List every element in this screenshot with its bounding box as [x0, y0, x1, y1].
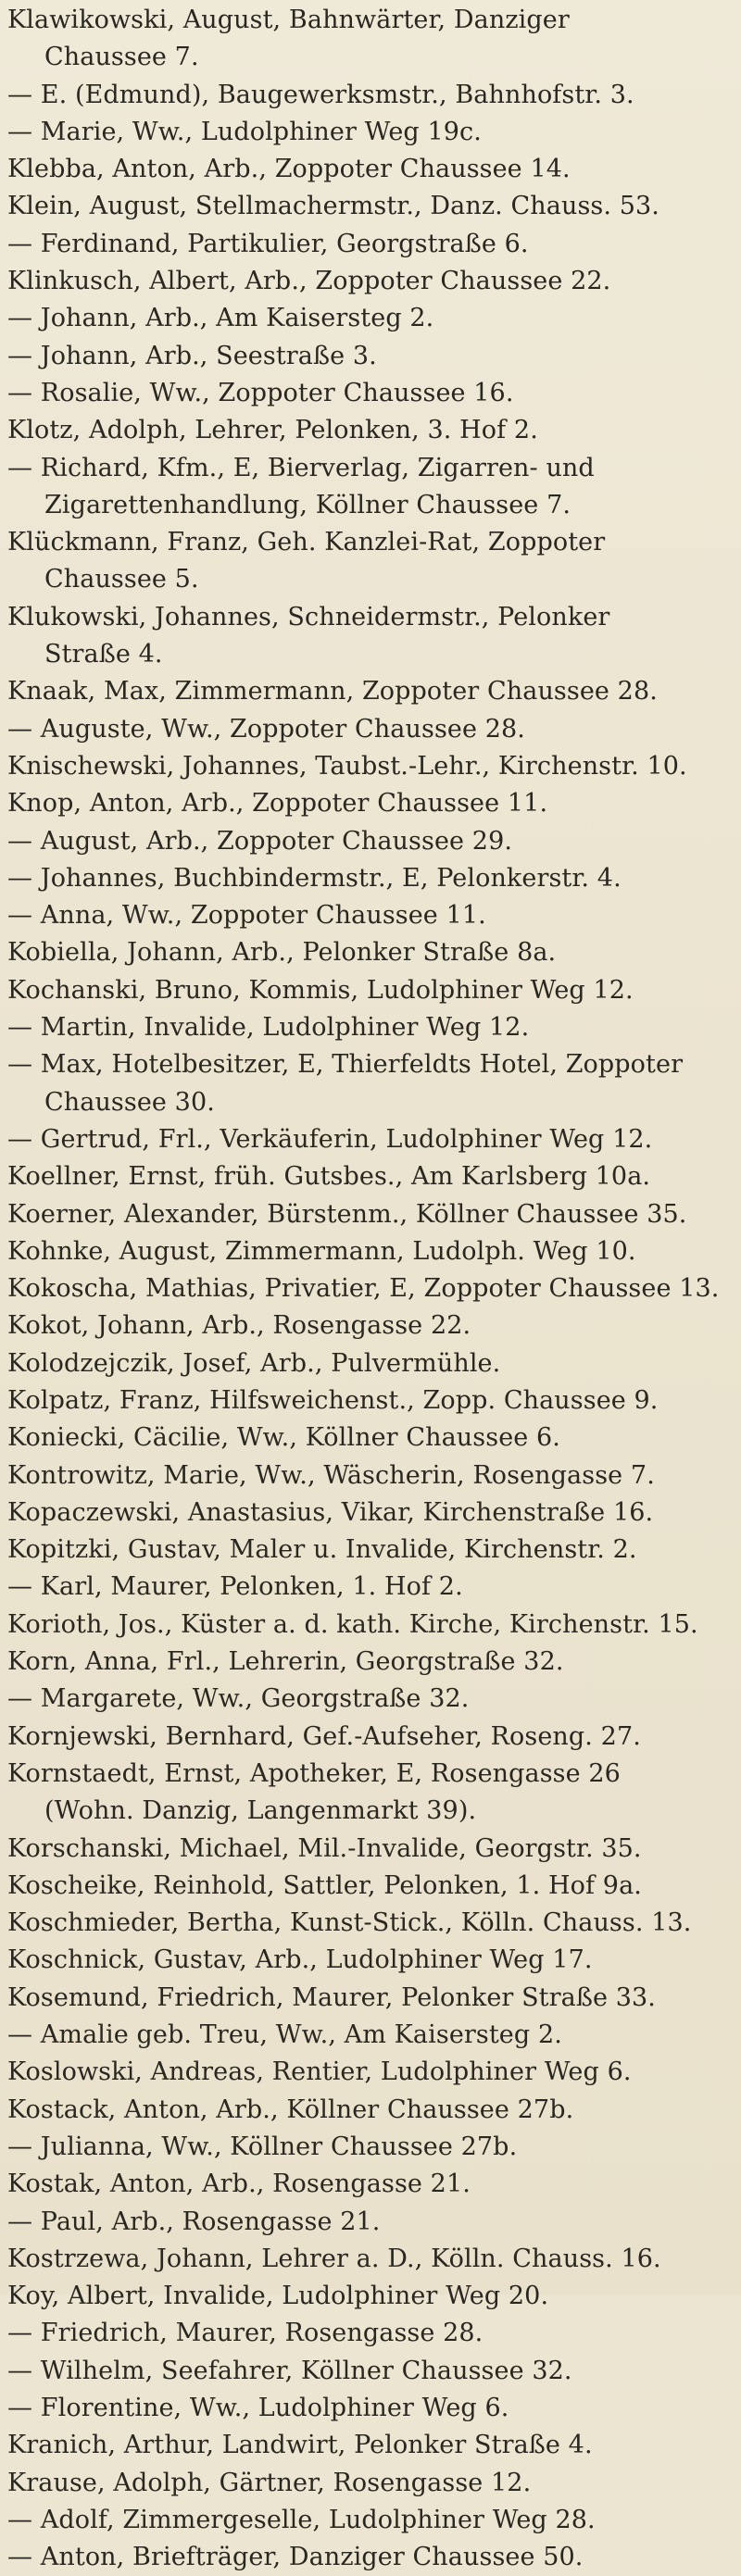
directory-entry-line: Koslowski, Andreas, Rentier, Ludolphiner Weg 6.	[7, 2057, 632, 2087]
directory-entry-line: — Anna, Ww., Zoppoter Chaussee 11.	[7, 901, 486, 931]
directory-entry-line: Kohnke, August, Zimmermann, Ludolph. Weg 10.	[7, 1236, 636, 1266]
directory-entry-line: Kolpatz, Franz, Hilfsweichenst., Zopp. Chaussee 9.	[7, 1385, 659, 1415]
directory-entry-line: Koschnick, Gustav, Arb., Ludolphiner Weg 17.	[7, 1945, 593, 1975]
directory-entry-line: Koy, Albert, Invalide, Ludolphiner Weg 20.	[7, 2282, 549, 2311]
directory-entry-continuation: (Wohn. Danzig, Langenmarkt 39).	[44, 1796, 477, 1826]
directory-entry-line: Knop, Anton, Arb., Zoppoter Chaussee 11.	[7, 789, 548, 819]
directory-entry-line: — Johannes, Buchbindermstr., E, Pelonkerstr. 4.	[7, 863, 622, 893]
directory-entry-line: — August, Arb., Zoppoter Chaussee 29.	[7, 826, 513, 856]
directory-entry-line: — Marie, Ww., Ludolphiner Weg 19c.	[7, 117, 482, 146]
directory-entry-line: — Margarete, Ww., Georgstraße 32.	[7, 1684, 470, 1714]
directory-entry-continuation: Chaussee 7.	[44, 43, 199, 72]
directory-entry-line: — Amalie geb. Treu, Ww., Am Kaisersteg 2.	[7, 2020, 562, 2050]
directory-entry-line: — Anton, Briefträger, Danziger Chaussee 50.	[7, 2543, 584, 2572]
directory-entry-line: — Martin, Invalide, Ludolphiner Weg 12.	[7, 1013, 530, 1043]
directory-entry-line: Koscheike, Reinhold, Sattler, Pelonken, 1. Hof 9a.	[7, 1870, 642, 1900]
directory-entry-line: — Friedrich, Maurer, Rosengasse 28.	[7, 2319, 484, 2348]
directory-entry-continuation: Chaussee 5.	[44, 565, 199, 594]
directory-entry-line: Kokot, Johann, Arb., Rosengasse 22.	[7, 1311, 471, 1341]
directory-entry-line: Korschanski, Michael, Mil.-Invalide, Georgstr. 35.	[7, 1833, 642, 1863]
directory-entry-line: Klotz, Adolph, Lehrer, Pelonken, 3. Hof 2.	[7, 416, 538, 445]
directory-entry-line: Kornjewski, Bernhard, Gef.-Aufseher, Roseng. 27.	[7, 1721, 641, 1751]
directory-entry-line: — Wilhelm, Seefahrer, Köllner Chaussee 32.	[7, 2356, 572, 2385]
directory-entry-continuation: Zigarettenhandlung, Köllner Chaussee 7.	[44, 490, 571, 519]
directory-entry-line: Kopitzki, Gustav, Maler u. Invalide, Kirchenstr. 2.	[7, 1535, 637, 1565]
directory-entry-line: Kostrzewa, Johann, Lehrer a. D., Kölln. Chauss. 16.	[7, 2244, 661, 2273]
directory-entry-line: Klinkusch, Albert, Arb., Zoppoter Chaussee 22.	[7, 267, 611, 296]
directory-entry-line: — Gertrud, Frl., Verkäuferin, Ludolphiner Weg 12.	[7, 1124, 653, 1154]
directory-entry-line: — Paul, Arb., Rosengasse 21.	[7, 2207, 381, 2236]
directory-entries	[7, 2, 732, 2576]
directory-entry-line: Koniecki, Cäcilie, Ww., Köllner Chaussee 6.	[7, 1423, 560, 1453]
directory-entry-line: Kostack, Anton, Arb., Köllner Chaussee 27b.	[7, 2095, 574, 2124]
directory-entry-line: — Johann, Arb., Seestraße 3.	[7, 341, 377, 370]
directory-entry-line: Klukowski, Johannes, Schneidermstr., Pelonker	[7, 602, 610, 631]
directory-entry-line: Kosemund, Friedrich, Maurer, Pelonker Straße 33.	[7, 1982, 656, 2012]
directory-entry-line: — Johann, Arb., Am Kaisersteg 2.	[7, 304, 434, 333]
directory-entry-line: Krause, Adolph, Gärtner, Rosengasse 12.	[7, 2468, 532, 2497]
directory-entry-line: Kochanski, Bruno, Kommis, Ludolphiner Weg 12.	[7, 975, 634, 1005]
directory-entry-line: Koellner, Ernst, früh. Gutsbes., Am Karlsberg 10a.	[7, 1162, 651, 1192]
directory-entry-line: Kontrowitz, Marie, Ww., Wäscherin, Rosengasse 7.	[7, 1460, 655, 1490]
directory-entry-line: — Julianna, Ww., Köllner Chaussee 27b.	[7, 2132, 518, 2161]
directory-entry-line: Kolodzejczik, Josef, Arb., Pulvermühle.	[7, 1348, 501, 1378]
directory-entry-line: Knaak, Max, Zimmermann, Zoppoter Chaussee 28.	[7, 677, 658, 707]
directory-entry-line: Klebba, Anton, Arb., Zoppoter Chaussee 14.	[7, 155, 571, 184]
directory-entry-line: Klückmann, Franz, Geh. Kanzlei-Rat, Zoppoter	[7, 528, 606, 557]
directory-entry-line: — Max, Hotelbesitzer, E, Thierfeldts Hotel, Zoppoter	[7, 1050, 684, 1080]
directory-entry-line: Knischewski, Johannes, Taubst.-Lehr., Kirchenstr. 10.	[7, 751, 687, 781]
directory-entry-line: — Adolf, Zimmergeselle, Ludolphiner Weg 28.	[7, 2505, 596, 2534]
directory-entry-line: — Auguste, Ww., Zoppoter Chaussee 28.	[7, 714, 525, 744]
directory-entry-line: — Rosalie, Ww., Zoppoter Chaussee 16.	[7, 378, 514, 407]
directory-entry-line: Korioth, Jos., Küster a. d. kath. Kirche, Kirchenstr. 15.	[7, 1609, 698, 1639]
directory-entry-line: — Karl, Maurer, Pelonken, 1. Hof 2.	[7, 1572, 463, 1602]
directory-entry-line: Kokoscha, Mathias, Privatier, E, Zoppoter Chaussee 13.	[7, 1274, 720, 1304]
directory-entry-continuation: Straße 4.	[44, 640, 163, 669]
directory-entry-line: Kranich, Arthur, Landwirt, Pelonker Straße 4.	[7, 2431, 593, 2460]
directory-entry-line: Korn, Anna, Frl., Lehrerin, Georgstraße 32.	[7, 1647, 564, 1677]
directory-entry-line: Klein, August, Stellmachermstr., Danz. Chauss. 53.	[7, 192, 659, 221]
directory-entry-line: Kopaczewski, Anastasius, Vikar, Kirchenstraße 16.	[7, 1497, 654, 1527]
directory-entry-line: Koschmieder, Bertha, Kunst-Stick., Kölln. Chauss. 13.	[7, 1908, 692, 1938]
directory-entry-line: Kobiella, Johann, Arb., Pelonker Straße 8a.	[7, 938, 557, 968]
directory-entry-line: — E. (Edmund), Baugewerksmstr., Bahnhofstr. 3.	[7, 80, 634, 109]
directory-entry-line: Kornstaedt, Ernst, Apotheker, E, Rosengasse 26	[7, 1758, 621, 1788]
directory-entry-line: — Richard, Kfm., E, Bierverlag, Zigarren- und	[7, 453, 595, 482]
directory-entry-continuation: Chaussee 30.	[44, 1087, 215, 1117]
directory-entry-line: Klawikowski, August, Bahnwärter, Danziger	[7, 6, 570, 34]
directory-entry-line: — Florentine, Ww., Ludolphiner Weg 6.	[7, 2394, 509, 2422]
directory-entry-line: Koerner, Alexander, Bürstenm., Köllner Chaussee 35.	[7, 1199, 687, 1229]
directory-entry-line: Kostak, Anton, Arb., Rosengasse 21.	[7, 2170, 471, 2199]
directory-entry-line: — Ferdinand, Partikulier, Georgstraße 6.	[7, 229, 529, 258]
